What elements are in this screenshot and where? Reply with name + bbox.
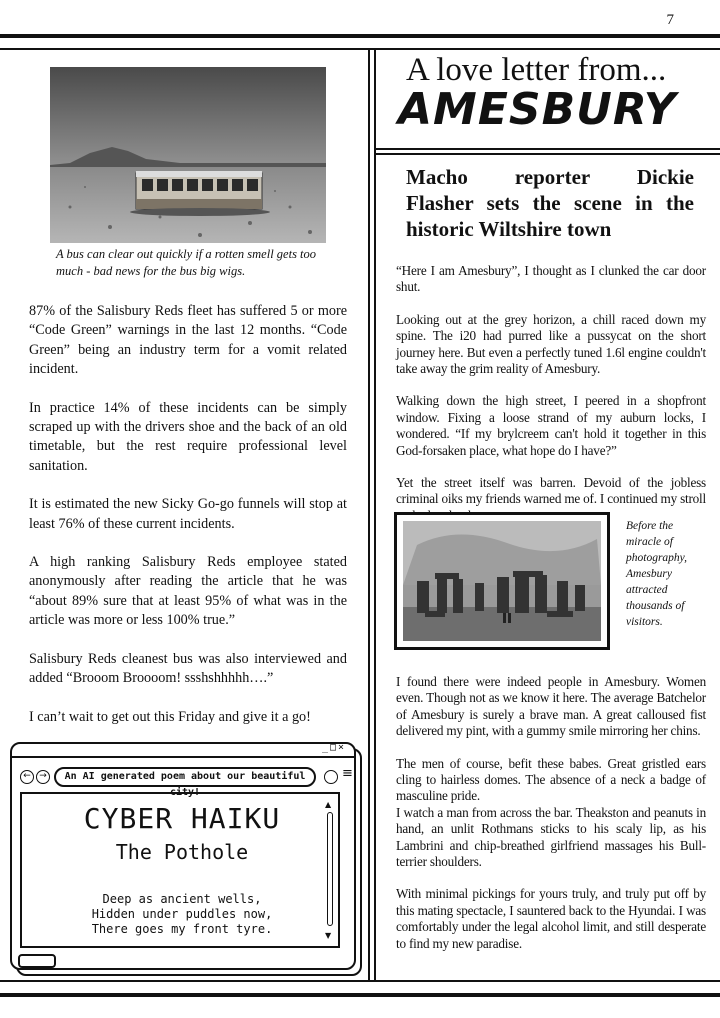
right-paragraph: With minimal pickings for yours truly, and truly put off by this mating spectacle, I sauntered back to the Hyundai. I was comfortably under the legal alcohol limit, and still desperate to find my new paradise. <box>396 886 706 951</box>
haiku-poem <box>22 892 342 937</box>
header-town-name: AMESBURY <box>398 84 677 135</box>
haiku-browser-window <box>10 742 356 974</box>
standfirst-line: Flasher sets the scene in the <box>406 191 694 215</box>
header-title: A love letter from... <box>406 52 667 88</box>
abandoned-bus-photo <box>50 67 326 243</box>
left-paragraph: A high ranking Salisbury Reds employee stated anonymously after reading the article that he was “about 89% sure that at least 95% of what was in the article was more or less 100% true.” <box>29 554 347 629</box>
browser-nav-bar <box>18 766 353 798</box>
scroll-down-icon: ▼ <box>325 931 332 940</box>
haiku-title: CYBER HAIKU <box>83 802 281 835</box>
window-controls: _□× <box>321 742 346 753</box>
right-paragraph: The men of course, befit these babes. Great gristled ears cling to hairless domes. The absence of a neck a badge of masculine pride. <box>396 755 706 804</box>
top-rule <box>0 34 720 38</box>
left-paragraph: I can’t wait to get out this Friday and give it a go! <box>29 708 311 725</box>
right-paragraph: I found there were indeed people in Amesbury. Women even. Though not as we know it here. The average Batchelor of Amesbury is surely a brave man. A great calloused fist delivered my pint, with a gummy smile mirroring her chins. <box>396 674 706 739</box>
standfirst-line: Macho reporter Dickie <box>406 165 694 189</box>
right-paragraph: Walking down the high street, I peered in a shopfront window. Fixing a loose strand of my auburn locks, I wondered. “If my brylcreem can't hold it together in this God-forsaken place, what hope do I have?” <box>396 393 706 458</box>
haiku-line: There goes my front tyre. <box>91 922 273 936</box>
bus-photo-caption: A bus can clear out quickly if a rotten smell gets too much - bad news for the bus big wigs. <box>56 247 317 278</box>
scrollbar <box>326 800 334 940</box>
page-number: 7 <box>666 12 674 28</box>
right-paragraph: Looking out at the grey horizon, a chill raced down my spine. The i20 had purred like a pussycat on the short journey here. But even a perfectly tuned 1.6l engine couldn't take away the grim reality of Amesbury. <box>396 311 706 377</box>
haiku-subtitle: The Pothole <box>115 840 249 864</box>
left-paragraph: Salisbury Reds cleanest bus was also interviewed and added “Brooom Broooom! ssshshhhhh….” <box>29 650 347 687</box>
standfirst-line: historic Wiltshire town <box>406 217 612 241</box>
browser-content <box>20 792 340 948</box>
standfirst <box>406 164 694 242</box>
header-rule <box>376 148 720 150</box>
column-divider-inner <box>374 48 376 980</box>
right-paragraph: I watch a man from across the bar. Theakston and peanuts in hand, an unlit Rothmans sticks to his scaly lip, as his Lambrini and chip-breathed girlfriend massages his Bull-terrier shoulders. <box>396 804 706 870</box>
left-paragraph: 87% of the Salisbury Reds fleet has suffered 5 or more “Code Green” warnings in the last 12 months. “Code Green” being an industry term for a vomit related incident. <box>29 303 347 378</box>
scroll-track <box>327 812 333 926</box>
circle-icon <box>324 770 338 784</box>
right-paragraph: Yet the street itself was barren. Devoid of the jobless criminal oiks my friends warned me of. I continued my stroll <box>396 475 706 507</box>
column-divider <box>368 48 370 980</box>
haiku-line: Deep as ancient wells, <box>102 892 262 906</box>
header-rule-thin <box>376 153 720 155</box>
bottom-rule <box>0 993 720 997</box>
right-article-body-bottom <box>396 674 706 968</box>
forward-arrow-icon: → <box>36 770 50 784</box>
left-paragraph: In practice 14% of these incidents can be simply scraped up with the drivers shoe and the back of an old timetable, but the rest require professional level sanitation. <box>29 399 347 474</box>
top-rule-thin <box>0 48 720 50</box>
stonehenge-painting <box>394 512 610 650</box>
back-arrow-icon: ← <box>20 770 34 784</box>
haiku-line: Hidden under puddles now, <box>91 907 273 921</box>
menu-icon: ≡ <box>342 766 353 781</box>
scroll-up-icon: ▲ <box>325 800 332 809</box>
window-titlebar <box>12 744 354 758</box>
right-paragraph: “Here I am Amesbury”, I thought as I clunked the car door shut. <box>396 263 706 295</box>
left-paragraph: It is estimated the new Sicky Go-go funnels will stop at least 76% of these current incidents. <box>29 496 347 532</box>
status-bar-box <box>18 954 56 968</box>
right-article-body-top <box>396 263 706 540</box>
stonehenge-caption: Before the miracle of photography, Amesbury attracted thousands of visitors. <box>626 520 688 628</box>
address-bar: An AI generated poem about our beautiful city! <box>54 767 316 787</box>
window-frame <box>10 742 356 970</box>
bottom-rule-thin <box>0 980 720 982</box>
left-article-body <box>29 302 347 746</box>
